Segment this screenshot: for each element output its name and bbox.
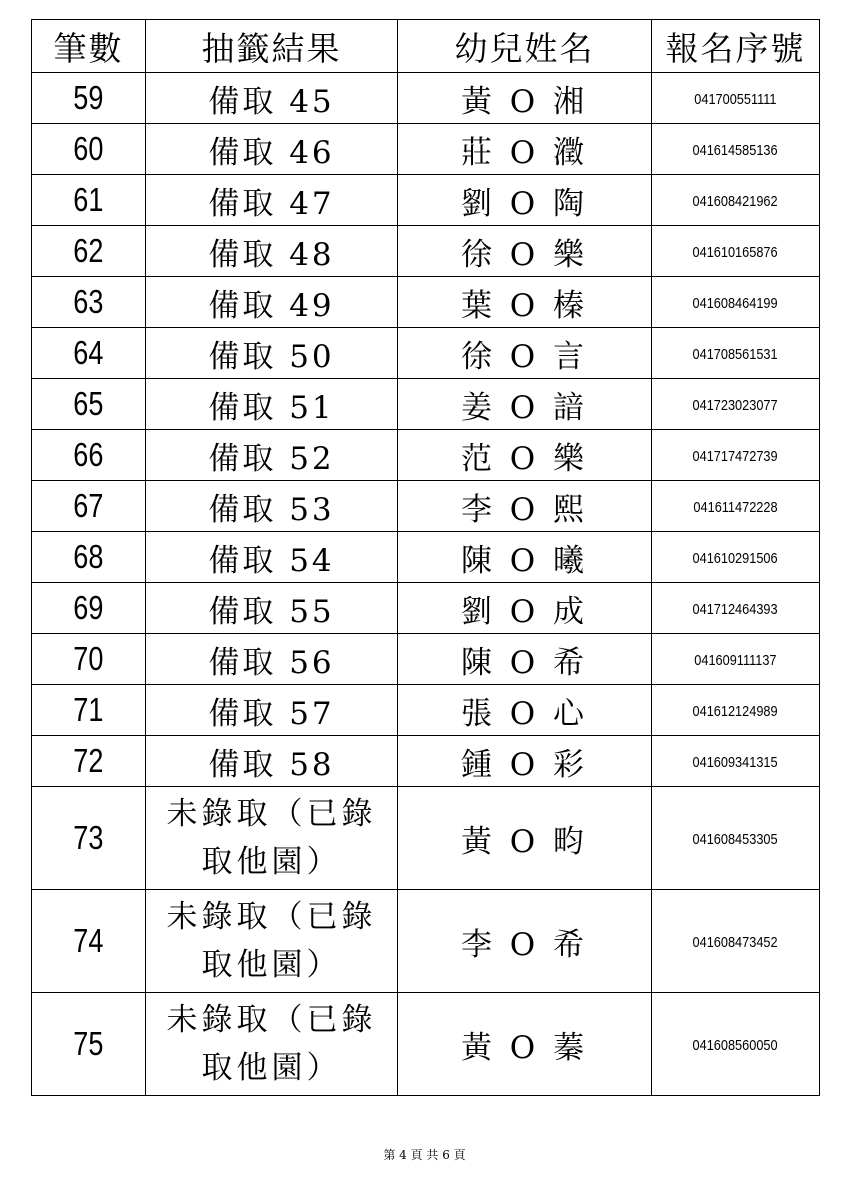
name-cell: [398, 226, 652, 277]
row-child-name: 黃 O 畇: [460, 823, 589, 860]
row-count: 59: [73, 79, 104, 116]
row-count: 64: [73, 334, 104, 371]
count-cell: [32, 532, 146, 583]
header-registration-id: 報名序號: [652, 20, 820, 73]
row-count: 75: [73, 1025, 104, 1062]
result-cell: [146, 993, 398, 1096]
row-registration-id: 041608464199: [692, 294, 779, 312]
count-cell: [32, 481, 146, 532]
row-child-name: 莊 O 瀓: [460, 134, 589, 171]
result-cell: [146, 634, 398, 685]
name-cell: [398, 583, 652, 634]
count-cell: [32, 993, 146, 1096]
result-cell: [146, 124, 398, 175]
count-cell: [32, 430, 146, 481]
name-cell: [398, 993, 652, 1096]
row-child-name: 徐 O 樂: [460, 236, 589, 273]
lottery-results-table: [31, 19, 820, 1096]
id-cell: [652, 277, 820, 328]
result-cell: [146, 379, 398, 430]
row-registration-id: 041609341315: [692, 753, 779, 771]
row-registration-id: 041700551111: [694, 90, 777, 108]
row-child-name: 徐 O 言: [460, 338, 589, 375]
result-cell: [146, 583, 398, 634]
row-result: 備取 54: [208, 542, 335, 579]
row-result: 備取 57: [208, 695, 335, 732]
table-row: [32, 175, 820, 226]
name-cell: [398, 532, 652, 583]
result-cell: [146, 890, 398, 993]
row-child-name: 劉 O 成: [460, 593, 589, 630]
row-registration-id: 041717472739: [692, 447, 779, 465]
table-row: [32, 685, 820, 736]
result-cell: [146, 430, 398, 481]
count-cell: [32, 175, 146, 226]
row-result: 備取 58: [208, 746, 335, 783]
row-child-name: 鍾 O 彩: [460, 746, 589, 783]
table-row: [32, 583, 820, 634]
table-row: [32, 277, 820, 328]
row-result: 備取 45: [208, 83, 335, 120]
row-result-line1: 未錄取（已錄: [166, 796, 377, 832]
row-registration-id: 041610165876: [692, 243, 779, 261]
result-cell: [146, 226, 398, 277]
count-cell: [32, 73, 146, 124]
table-header-row: [32, 20, 820, 73]
id-cell: [652, 685, 820, 736]
row-count: 65: [73, 385, 104, 422]
row-registration-id: 041608473452: [692, 933, 779, 951]
row-registration-id: 041611472228: [693, 498, 778, 516]
count-cell: [32, 890, 146, 993]
id-cell: [652, 481, 820, 532]
row-count: 72: [73, 742, 104, 779]
name-cell: [398, 736, 652, 787]
table-row: [32, 532, 820, 583]
name-cell: [398, 685, 652, 736]
row-count: 67: [73, 487, 104, 524]
row-registration-id: 041614585136: [692, 141, 779, 159]
row-result: 備取 52: [208, 440, 335, 477]
table-row: [32, 328, 820, 379]
name-cell: [398, 277, 652, 328]
id-cell: [652, 993, 820, 1096]
row-result-line1: 未錄取（已錄: [166, 1002, 377, 1038]
table-row: [32, 890, 820, 993]
name-cell: [398, 634, 652, 685]
row-count: 68: [73, 538, 104, 575]
row-registration-id: 041723023077: [692, 396, 779, 414]
id-cell: [652, 890, 820, 993]
row-child-name: 張 O 心: [460, 695, 589, 732]
name-cell: [398, 328, 652, 379]
count-cell: [32, 277, 146, 328]
page-footer: 第 4 頁 共 6 頁: [383, 1148, 466, 1162]
row-count: 70: [73, 640, 104, 677]
count-cell: [32, 583, 146, 634]
name-cell: [398, 890, 652, 993]
result-cell: [146, 532, 398, 583]
table-row: [32, 634, 820, 685]
id-cell: [652, 124, 820, 175]
row-registration-id: 041609111137: [694, 651, 777, 669]
result-cell: [146, 685, 398, 736]
count-cell: [32, 634, 146, 685]
row-child-name: 范 O 樂: [460, 440, 589, 477]
table-row: [32, 430, 820, 481]
row-result: 備取 46: [208, 134, 335, 171]
header-child-name: 幼兒姓名: [398, 20, 652, 73]
count-cell: [32, 736, 146, 787]
result-cell: [146, 73, 398, 124]
id-cell: [652, 532, 820, 583]
row-result: 備取 56: [208, 644, 335, 681]
row-child-name: 葉 O 榛: [460, 287, 589, 324]
result-cell: [146, 175, 398, 226]
row-result-line2: 取他園）: [201, 1050, 342, 1086]
id-cell: [652, 328, 820, 379]
row-result: 備取 50: [208, 338, 335, 375]
row-count: 71: [73, 691, 104, 728]
row-count: 66: [73, 436, 104, 473]
row-registration-id: 041608560050: [692, 1036, 779, 1054]
name-cell: [398, 124, 652, 175]
name-cell: [398, 430, 652, 481]
table-row: [32, 226, 820, 277]
row-child-name: 黃 O 蓁: [460, 1029, 589, 1066]
row-result-line1: 未錄取（已錄: [166, 899, 377, 935]
count-cell: [32, 685, 146, 736]
row-count: 60: [73, 130, 104, 167]
result-cell: [146, 277, 398, 328]
result-cell: [146, 736, 398, 787]
table-row: [32, 379, 820, 430]
header-count: 筆數: [32, 20, 146, 73]
row-child-name: 陳 O 曦: [460, 542, 589, 579]
row-result-line2: 取他園）: [201, 844, 342, 880]
row-result: 備取 51: [208, 389, 335, 426]
id-cell: [652, 787, 820, 890]
id-cell: [652, 175, 820, 226]
row-child-name: 黃 O 湘: [460, 83, 589, 120]
row-child-name: 陳 O 希: [460, 644, 589, 681]
count-cell: [32, 379, 146, 430]
table-row: [32, 736, 820, 787]
count-cell: [32, 787, 146, 890]
result-cell: [146, 787, 398, 890]
count-cell: [32, 226, 146, 277]
row-registration-id: 041712464393: [692, 600, 779, 618]
id-cell: [652, 736, 820, 787]
table-row: [32, 787, 820, 890]
id-cell: [652, 583, 820, 634]
row-registration-id: 041610291506: [692, 549, 779, 567]
row-child-name: 李 O 希: [460, 926, 589, 963]
id-cell: [652, 634, 820, 685]
result-cell: [146, 328, 398, 379]
result-cell: [146, 481, 398, 532]
row-count: 62: [73, 232, 104, 269]
row-count: 69: [73, 589, 104, 626]
name-cell: [398, 175, 652, 226]
id-cell: [652, 379, 820, 430]
id-cell: [652, 73, 820, 124]
row-count: 73: [73, 819, 104, 856]
count-cell: [32, 124, 146, 175]
row-count: 63: [73, 283, 104, 320]
row-registration-id: 041612124989: [692, 702, 779, 720]
row-result-line2: 取他園）: [201, 947, 342, 983]
name-cell: [398, 481, 652, 532]
row-registration-id: 041608453305: [692, 830, 779, 848]
row-registration-id: 041608421962: [692, 192, 779, 210]
row-child-name: 劉 O 陶: [460, 185, 589, 222]
table-row: [32, 124, 820, 175]
row-result: 備取 55: [208, 593, 335, 630]
header-result: 抽籤結果: [146, 20, 398, 73]
name-cell: [398, 73, 652, 124]
id-cell: [652, 430, 820, 481]
row-count: 74: [73, 922, 104, 959]
name-cell: [398, 379, 652, 430]
row-registration-id: 041708561531: [692, 345, 779, 363]
row-result: 備取 48: [208, 236, 335, 273]
row-result: 備取 49: [208, 287, 335, 324]
table-row: [32, 481, 820, 532]
count-cell: [32, 328, 146, 379]
table-row: [32, 993, 820, 1096]
row-result: 備取 47: [208, 185, 335, 222]
table-row: [32, 73, 820, 124]
name-cell: [398, 787, 652, 890]
id-cell: [652, 226, 820, 277]
row-result: 備取 53: [208, 491, 335, 528]
row-child-name: 姜 O 諳: [460, 389, 589, 426]
row-count: 61: [73, 181, 104, 218]
row-child-name: 李 O 熙: [460, 491, 589, 528]
